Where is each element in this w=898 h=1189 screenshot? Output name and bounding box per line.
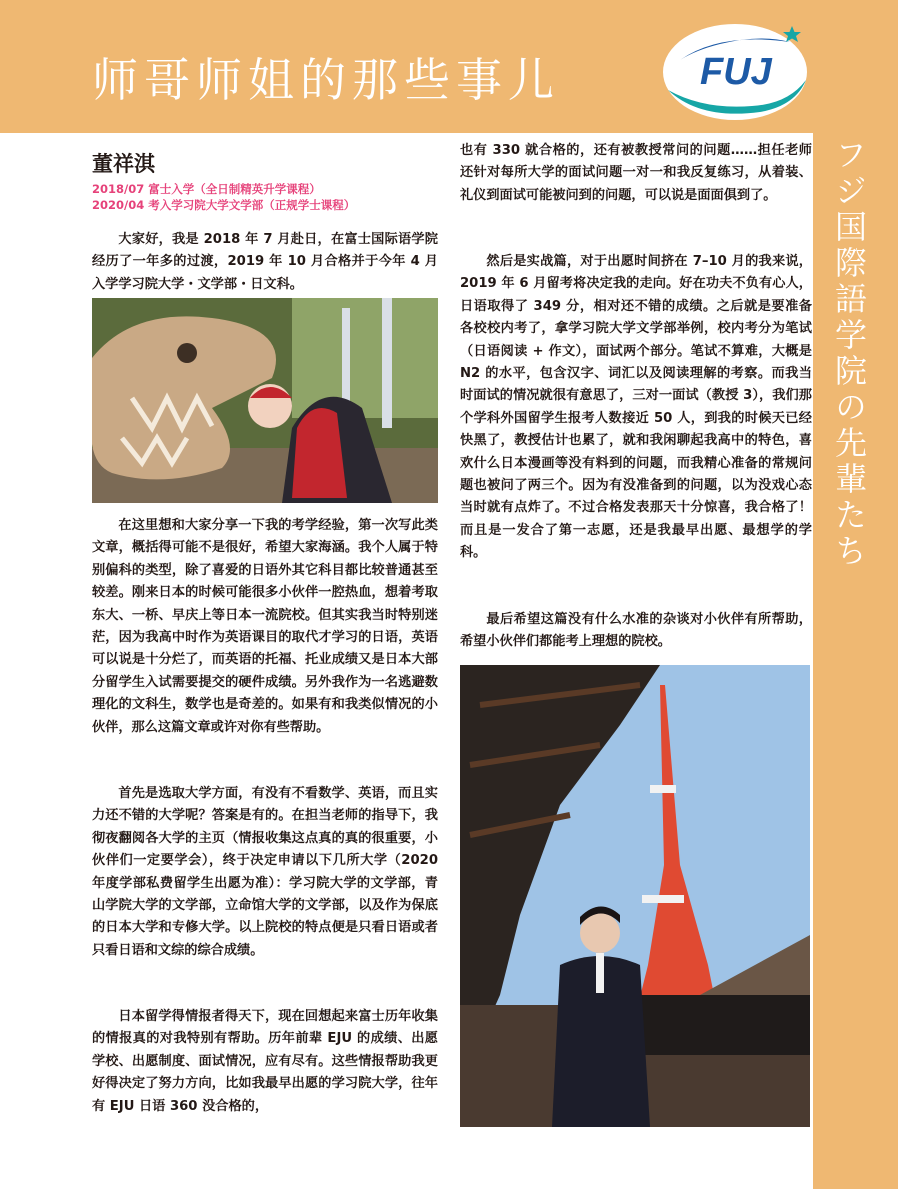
paragraph-intro: 大家好，我是 2018 年 7 月赴日，在富士国际语学院经历了一年多的过渡，2019 年 10 月合格并于今年 4 月入学学习院大学・文学部・日文科。 bbox=[92, 232, 438, 292]
page-title: 师哥师姐的那些事儿 bbox=[92, 53, 560, 107]
author-name: 董祥淇 bbox=[92, 152, 155, 176]
tokyo-tower-photo bbox=[460, 665, 810, 1127]
paragraph-experience: 在这里想和大家分享一下我的考学经验，第一次写此类文章，概括得可能不是很好，希望大家海涵。我个人属于特别偏科的类型，除了喜爱的日语外其它科目都比较普通甚至较差。刚来日本的时候可能很多小伙伴一腔热血，想着考取东大、一桥、早庆上等日本一流院校。但其实我当时特别迷茫，因为我高中时作为英语课目的取代才学习的日语，英语可以说是十分烂了，而英语的托福、托业成绩又是日本大部分留学生入试需要提交的硬件成绩。另外我作为一名逃避数理化的文科生，数学也是奇差的。如果有和我类似情况的小伙伴，那么这篇文章或许对你有些帮助。 bbox=[92, 518, 438, 735]
paragraph-closing: 最后希望这篇没有什么水准的杂谈对小伙伴有所帮助，希望小伙伴们都能考上理想的院校。 bbox=[460, 612, 812, 650]
logo-text: FUJ bbox=[700, 51, 772, 93]
paragraph-information-continued: 也有 330 就合格的，还有被教授常问的问题……担任老师还针对每所大学的面试问题一对一和我反复练习，从着装、礼仪到面试可能被问到的问题，可以说是面面俱到了。 bbox=[460, 143, 812, 203]
paragraph-exam: 然后是实战篇，对于出愿时间挤在 7–10 月的我来说，2019 年 6 月留考将决定我的走向。好在功夫不负有心人，日语取得了 349 分，相对还不错的成绩。之后就是要准备各校校内考了，拿学习院大学文学部举例，校内考分为笔试（日语阅读 + 作文），面试两个部分。笔试不算难，大概是 N2 的水平，包含汉字、词汇以及阅读理解的考察。而我当时面试的情况就很有意思了，三对一面试（教授 3），我们那个学科外国留学生报考人数接近 50 人，到我的时候天已经快黑了，教授估计也累了，就和我闲聊起我高中的特色，喜欢什么日本漫画等没有料到的问题，而我精心准备的常规问题也被问了两三个。因为有没准备到的问题，以为没戏心态当时就有点炸了。不过合格发表那天十分惊喜，我合格了！而且是一发合了第一志愿，还是我最早出愿、最想学的学科。 bbox=[460, 254, 812, 561]
fuji-logo bbox=[660, 20, 810, 130]
history-item: 2020/04 考入学习院大学文学部（正规学士课程） bbox=[92, 198, 356, 212]
dinosaur-photo bbox=[92, 298, 438, 503]
history-item: 2018/07 富士入学（全日制精英升学课程） bbox=[92, 182, 321, 196]
paragraph-university-choice: 首先是选取大学方面，有没有不看数学、英语，而且实力还不错的大学呢？答案是有的。在担当老师的指导下，我彻夜翻阅各大学的主页（情报收集这点真的真的很重要，小伙伴们一定要学会），终于决定申请以下几所大学（2020 年度学部私费留学生出愿为准）：学习院大学的文学部，青山学院大学的文学部，立命馆大学的文学部，以及作为保底的日本大学和专修大学。以上院校的特点便是只看日语或者只看日语和文综的综合成绩。 bbox=[92, 786, 438, 958]
paragraph-information: 日本留学得情报者得天下，现在回想起来富士历年收集的情报真的对我特别有帮助。历年前辈 EJU 的成绩、出愿学校、出愿制度、面试情况，应有尽有。这些情报帮助我更好得决定了努力方向，比如我最早出愿的学习院大学，往年有 EJU 日语 360 没合格的， bbox=[92, 1009, 438, 1114]
side-title: フジ国際語学院の先輩たち bbox=[830, 138, 868, 570]
